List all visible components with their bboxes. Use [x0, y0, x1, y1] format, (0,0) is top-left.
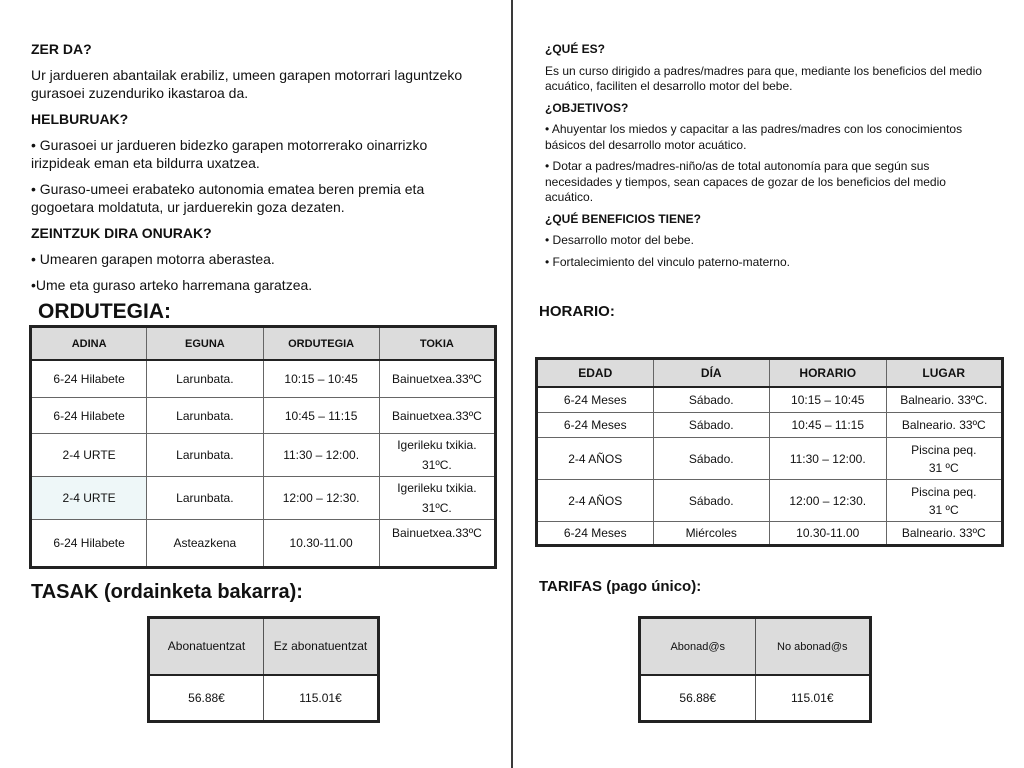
fee-value: 56.88€: [149, 675, 264, 722]
cell-day: Larunbata.: [147, 398, 263, 434]
column-header: EDAD: [537, 359, 654, 388]
cell-age: 2-4 URTE: [31, 434, 147, 477]
cell-day: Miércoles: [653, 522, 770, 546]
cell-age: 6-24 Meses: [537, 387, 654, 413]
objetivos-item: • Dotar a padres/madres-niño/as de total autonomía para que según sus necesidades y tiempos, sean capaces de gozar de los beneficios del medio acuático.: [545, 159, 946, 204]
helburuak-item: • Guraso-umeei erabateko autonomia ematea beren premia eta gogoetara moldatuta, ur jarduerekin goza dezaten.: [31, 181, 425, 215]
cell-place: Balneario. 33ºC.: [886, 387, 1003, 413]
schedule-table-left: [29, 325, 497, 569]
cell-day: Sábado.: [653, 413, 770, 438]
column-header: ADINA: [31, 327, 147, 361]
cell-age: 2-4 AÑOS: [537, 480, 654, 522]
heading-que-es: ¿QUÉ ES?: [545, 42, 606, 56]
right-intro-section: [545, 42, 990, 276]
table-row: [537, 387, 1003, 413]
column-header: HORARIO: [770, 359, 887, 388]
que-es-text: Es un curso dirigido a padres/madres para que, mediante los beneficios del medio acuático, faciliten el desarrollo motor del bebe.: [545, 63, 982, 93]
table-row: [537, 480, 1003, 522]
place-line: Piscina peq.: [911, 442, 977, 457]
table-header-row: [31, 327, 496, 361]
cell-place: [886, 480, 1003, 522]
cell-day: Asteazkena: [147, 520, 263, 568]
cell-age: 6-24 Meses: [537, 413, 654, 438]
cell-day: Larunbata.: [147, 360, 263, 398]
fees-table-right: [638, 616, 872, 723]
cell-time: 10:45 – 11:15: [263, 398, 379, 434]
left-intro-section: [31, 40, 486, 302]
cell-time: 10:15 – 10:45: [263, 360, 379, 398]
cell-place: Balneario. 33ºC: [886, 413, 1003, 438]
cell-day: Larunbata.: [147, 434, 263, 477]
cell-age: 2-4 AÑOS: [537, 438, 654, 480]
column-header: TOKIA: [379, 327, 495, 361]
fees-table-left: [147, 616, 380, 723]
fee-value: 115.01€: [755, 675, 871, 722]
objetivos-item: • Ahuyentar los miedos y capacitar a las padres/madres con los conocimientos básicos del desarrollo motor acuático.: [545, 122, 963, 152]
cell-age: 6-24 Hilabete: [31, 360, 147, 398]
helburuak-item: • Gurasoei ur jardueren bidezko garapen motorrerako oinarrizko irizpideak eman eta bildurra uxatzea.: [31, 137, 428, 171]
table-header-row: [149, 618, 379, 676]
cell-time: 11:30 – 12:00.: [263, 434, 379, 477]
table-row: [537, 438, 1003, 480]
column-header: Abonad@s: [640, 618, 756, 676]
cell-place: Bainuetxea.33ºC: [379, 398, 495, 434]
schedule-table-right: [535, 357, 1004, 547]
fees-title-right: TARIFAS (pago único):: [539, 578, 702, 595]
table-row: [31, 360, 496, 398]
cell-day: Sábado.: [653, 438, 770, 480]
cell-place: Bainuetxea.33ºC: [379, 520, 495, 568]
cell-age: 6-24 Meses: [537, 522, 654, 546]
column-header: Abonatuentzat: [149, 618, 264, 676]
table-row: [31, 434, 496, 477]
place-temp: 31 ºC: [928, 502, 959, 517]
place-temp: 31ºC.: [422, 501, 452, 515]
table-row: [31, 520, 496, 568]
cell-day: Larunbata.: [147, 477, 263, 520]
cell-time: 10:15 – 10:45: [770, 387, 887, 413]
cell-place: Bainuetxea.33ºC: [379, 360, 495, 398]
table-row: [149, 675, 379, 722]
schedule-title-left: ORDUTEGIA:: [38, 300, 171, 323]
zer-da-text: Ur jardueren abantailak erabiliz, umeen garapen motorrari laguntzeko gurasoei zuzenduriko ikastaroa da.: [31, 67, 463, 101]
fee-value: 115.01€: [264, 675, 379, 722]
cell-time: 10.30-11.00: [263, 520, 379, 568]
onurak-item: •Ume eta guraso arteko harremana garatzea.: [31, 277, 313, 293]
cell-time: 11:30 – 12:00.: [770, 438, 887, 480]
beneficios-item: • Desarrollo motor del bebe.: [545, 233, 694, 247]
table-row: [31, 398, 496, 434]
schedule-title-right: HORARIO:: [539, 303, 615, 320]
column-header: EGUNA: [147, 327, 263, 361]
fees-title-left: TASAK (ordainketa bakarra):: [31, 581, 303, 603]
beneficios-item: • Fortalecimiento del vinculo paterno-materno.: [545, 254, 790, 269]
place-temp: 31 ºC: [928, 460, 959, 475]
cell-time: 12:00 – 12:30.: [770, 480, 887, 522]
cell-place: Balneario. 33ºC: [886, 522, 1003, 546]
table-row: [31, 477, 496, 520]
table-row: [537, 522, 1003, 546]
column-header: Ez abonatuentzat: [264, 618, 379, 676]
cell-age: 6-24 Hilabete: [31, 520, 147, 568]
column-header: ORDUTEGIA: [263, 327, 379, 361]
heading-objetivos: ¿OBJETIVOS?: [545, 100, 629, 115]
cell-time: 10:45 – 11:15: [770, 413, 887, 438]
cell-time: 10.30-11.00: [770, 522, 887, 546]
column-divider: [511, 0, 513, 768]
cell-place: [379, 434, 495, 477]
column-header: DÍA: [653, 359, 770, 388]
column-header: LUGAR: [886, 359, 1003, 388]
place-line: Piscina peq.: [911, 484, 977, 499]
table-row: [537, 413, 1003, 438]
heading-zer-da: ZER DA?: [31, 41, 92, 57]
table-header-row: [537, 359, 1003, 388]
heading-onurak: ZEINTZUK DIRA ONURAK?: [31, 225, 212, 241]
table-header-row: [640, 618, 871, 676]
cell-age: 6-24 Hilabete: [31, 398, 147, 434]
fee-value: 56.88€: [640, 675, 756, 722]
cell-time: 12:00 – 12:30.: [263, 477, 379, 520]
place-line: Igerileku txikia.: [397, 438, 477, 452]
heading-beneficios: ¿QUÉ BENEFICIOS TIENE?: [545, 211, 702, 226]
cell-day: Sábado.: [653, 480, 770, 522]
heading-helburuak: HELBURUAK?: [31, 111, 129, 127]
cell-age: 2-4 URTE: [31, 477, 147, 520]
column-header: No abonad@s: [755, 618, 871, 676]
cell-place: [886, 438, 1003, 480]
place-line: Igerileku txikia.: [397, 481, 477, 495]
cell-place: [379, 477, 495, 520]
cell-day: Sábado.: [653, 387, 770, 413]
onurak-item: • Umearen garapen motorra aberastea.: [31, 251, 275, 267]
place-temp: 31ºC.: [422, 458, 452, 472]
table-row: [640, 675, 871, 722]
